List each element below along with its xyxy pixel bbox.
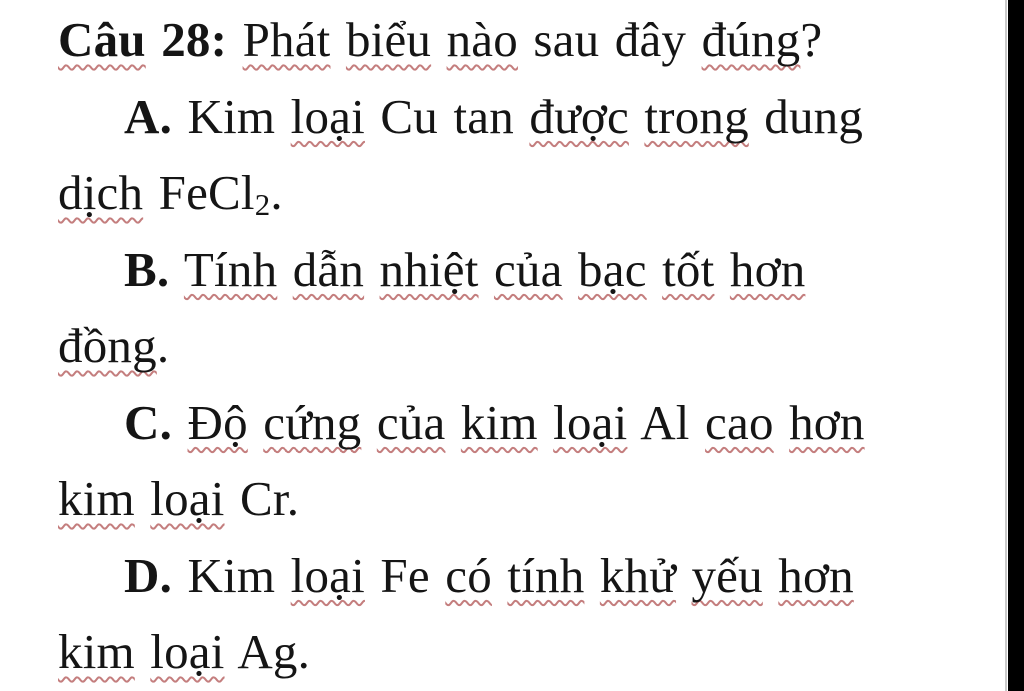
word: Kim xyxy=(187,547,276,603)
misspelled-word: nào xyxy=(446,12,518,67)
misspelled-word: cứng xyxy=(263,394,362,450)
misspelled-word: hơn xyxy=(789,394,865,450)
question-text xyxy=(58,0,994,691)
misspelled-word: loại xyxy=(290,547,365,603)
word: Ag. xyxy=(237,624,311,679)
misspelled-word: Phát xyxy=(242,12,331,67)
misspelled-word: kim xyxy=(460,394,538,450)
word: đây xyxy=(614,12,687,67)
word: Kim xyxy=(187,88,276,144)
text-line xyxy=(124,232,994,309)
misspelled-word: cao xyxy=(705,394,774,450)
subscript: 2 xyxy=(254,186,271,222)
word: tan xyxy=(453,88,514,144)
word: A. xyxy=(124,88,173,144)
misspelled-word: được xyxy=(529,88,629,144)
text-line xyxy=(58,155,994,232)
misspelled-word: tốt xyxy=(662,241,715,297)
misspelled-word: khử xyxy=(599,547,677,603)
misspelled-word: tính xyxy=(507,547,585,603)
misspelled-word: dịch xyxy=(58,165,144,220)
misspelled-word: hơn xyxy=(778,547,854,603)
word: Fe xyxy=(380,547,430,603)
text-line xyxy=(58,2,994,79)
misspelled-word: có xyxy=(445,547,492,603)
word: FeCl xyxy=(158,165,255,220)
scrollbar-hairline xyxy=(1005,0,1007,691)
misspelled-word: trong xyxy=(644,88,749,144)
word: B. xyxy=(124,241,170,297)
misspelled-word: kim xyxy=(58,624,135,679)
misspelled-word: Câu xyxy=(58,12,146,67)
word: sau xyxy=(533,12,600,67)
text-line xyxy=(58,308,994,385)
word: dung xyxy=(764,88,864,144)
misspelled-word: loại xyxy=(553,394,628,450)
word: Al xyxy=(640,394,690,450)
word: Cr. xyxy=(240,471,300,526)
word: D. xyxy=(124,547,173,603)
right-edge-bar xyxy=(1008,0,1024,691)
misspelled-word: đúng xyxy=(701,12,801,67)
misspelled-word: loại xyxy=(290,88,365,144)
text-line xyxy=(124,79,994,156)
text-line xyxy=(58,614,994,691)
word: ? xyxy=(800,12,823,67)
text-line xyxy=(58,461,994,538)
misspelled-word: Tính xyxy=(183,241,278,297)
text-line xyxy=(124,538,994,615)
misspelled-word: bạc xyxy=(578,241,647,297)
misspelled-word: biểu xyxy=(345,12,432,67)
word: . xyxy=(270,165,283,220)
misspelled-word: của xyxy=(493,241,563,297)
misspelled-word: loại xyxy=(150,471,225,526)
misspelled-word: yếu xyxy=(691,547,763,603)
misspelled-word: loại xyxy=(150,624,225,679)
misspelled-word: dẫn xyxy=(292,241,365,297)
misspelled-word: kim xyxy=(58,471,135,526)
misspelled-word: đồng xyxy=(58,318,157,373)
text-line xyxy=(124,385,994,462)
misspelled-word: nhiệt xyxy=(379,241,479,297)
word: 28: xyxy=(161,12,228,67)
misspelled-word: hơn xyxy=(729,241,806,297)
word: Cu xyxy=(380,88,438,144)
misspelled-word: Độ xyxy=(187,394,248,450)
misspelled-word: của xyxy=(376,394,446,450)
word: C. xyxy=(124,394,173,450)
word: . xyxy=(156,318,170,373)
